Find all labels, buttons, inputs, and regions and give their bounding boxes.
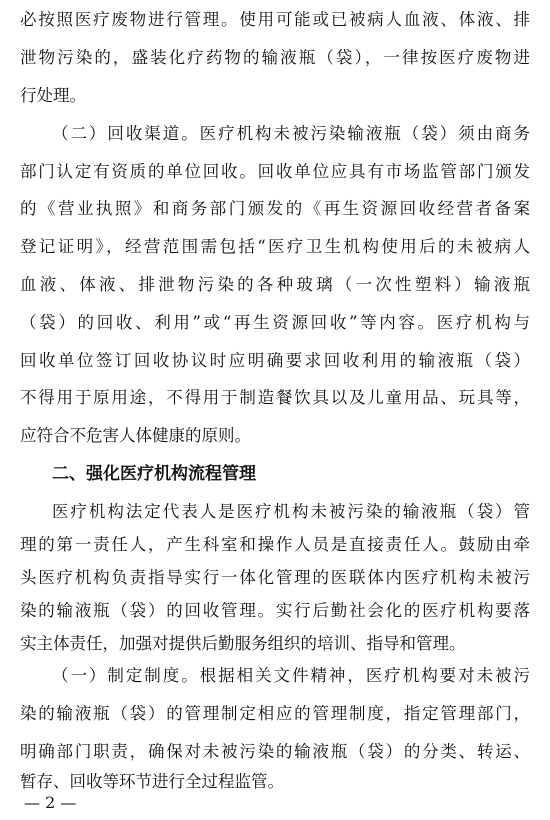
paragraph-1-line-3: 行处理。 [20, 86, 86, 105]
paragraph-1-line-1: 必按照医疗废物进行管理。使用可能或已被病人血液、体液、排 [20, 10, 530, 29]
paragraph-3-line-4: 染的输液瓶（袋）的回收管理。实行后勤社会化的医疗机构要落 [20, 601, 530, 620]
paragraph-2-line-9: 应符合不危害人体健康的原则。 [20, 426, 251, 445]
paragraph-2-line-5: 血液、体液、排泄物污染的各种玻璃（一次性塑料）输液瓶 [20, 275, 530, 294]
paragraph-2-line-1: （二）回收渠道。医疗机构未被污染输液瓶（袋）须由商务 [52, 124, 530, 143]
paragraph-2-line-8: 不得用于原用途，不得用于制造餐饮具以及儿童用品、玩具等， [20, 388, 530, 407]
page-number: — 2 — [24, 793, 77, 812]
paragraph-4-line-3: 明确部门职责，确保对未被污染的输液瓶（袋）的分类、转运、 [20, 742, 530, 761]
paragraph-3-line-5: 实主体责任，加强对提供后勤服务组织的培训、指导和管理。 [20, 634, 466, 653]
paragraph-2-line-7: 回收单位签订回收协议时应明确要求回收利用的输液瓶（袋） [20, 351, 530, 370]
paragraph-2-line-2: 部门认定有资质的单位回收。回收单位应具有市场监管部门颁发 [20, 162, 530, 181]
paragraph-2-line-4: 登记证明》，经营范围需包括“医疗卫生机构使用后的未被病人 [20, 237, 530, 256]
paragraph-4-line-2: 染的输液瓶（袋）的管理制定相应的管理制度，指定管理部门， [20, 704, 530, 723]
paragraph-1-line-2: 泄物污染的，盛装化疗药物的输液瓶（袋），一律按医疗废物进 [20, 48, 530, 67]
paragraph-4-line-4: 暂存、回收等环节进行全过程监管。 [20, 772, 284, 791]
paragraph-4-line-1: （一）制定制度。根据相关文件精神，医疗机构要对未被污 [52, 666, 530, 685]
section-heading: 二、强化医疗机构流程管理 [52, 464, 256, 484]
paragraph-2-line-6: （袋）的回收、利用”或“再生资源回收”等内容。医疗机构与 [20, 313, 530, 332]
paragraph-3-line-3: 头医疗机构负责指导实行一体化管理的医联体内医疗机构未被污 [20, 568, 530, 587]
paragraph-2-line-3: 的《营业执照》和商务部门颁发的《再生资源回收经营者备案 [20, 199, 530, 218]
paragraph-3-line-1: 医疗机构法定代表人是医疗机构未被污染的输液瓶（袋）管 [52, 502, 530, 521]
paragraph-3-line-2: 理的第一责任人，产生科室和操作人员是直接责任人。鼓励由牵 [20, 535, 530, 554]
